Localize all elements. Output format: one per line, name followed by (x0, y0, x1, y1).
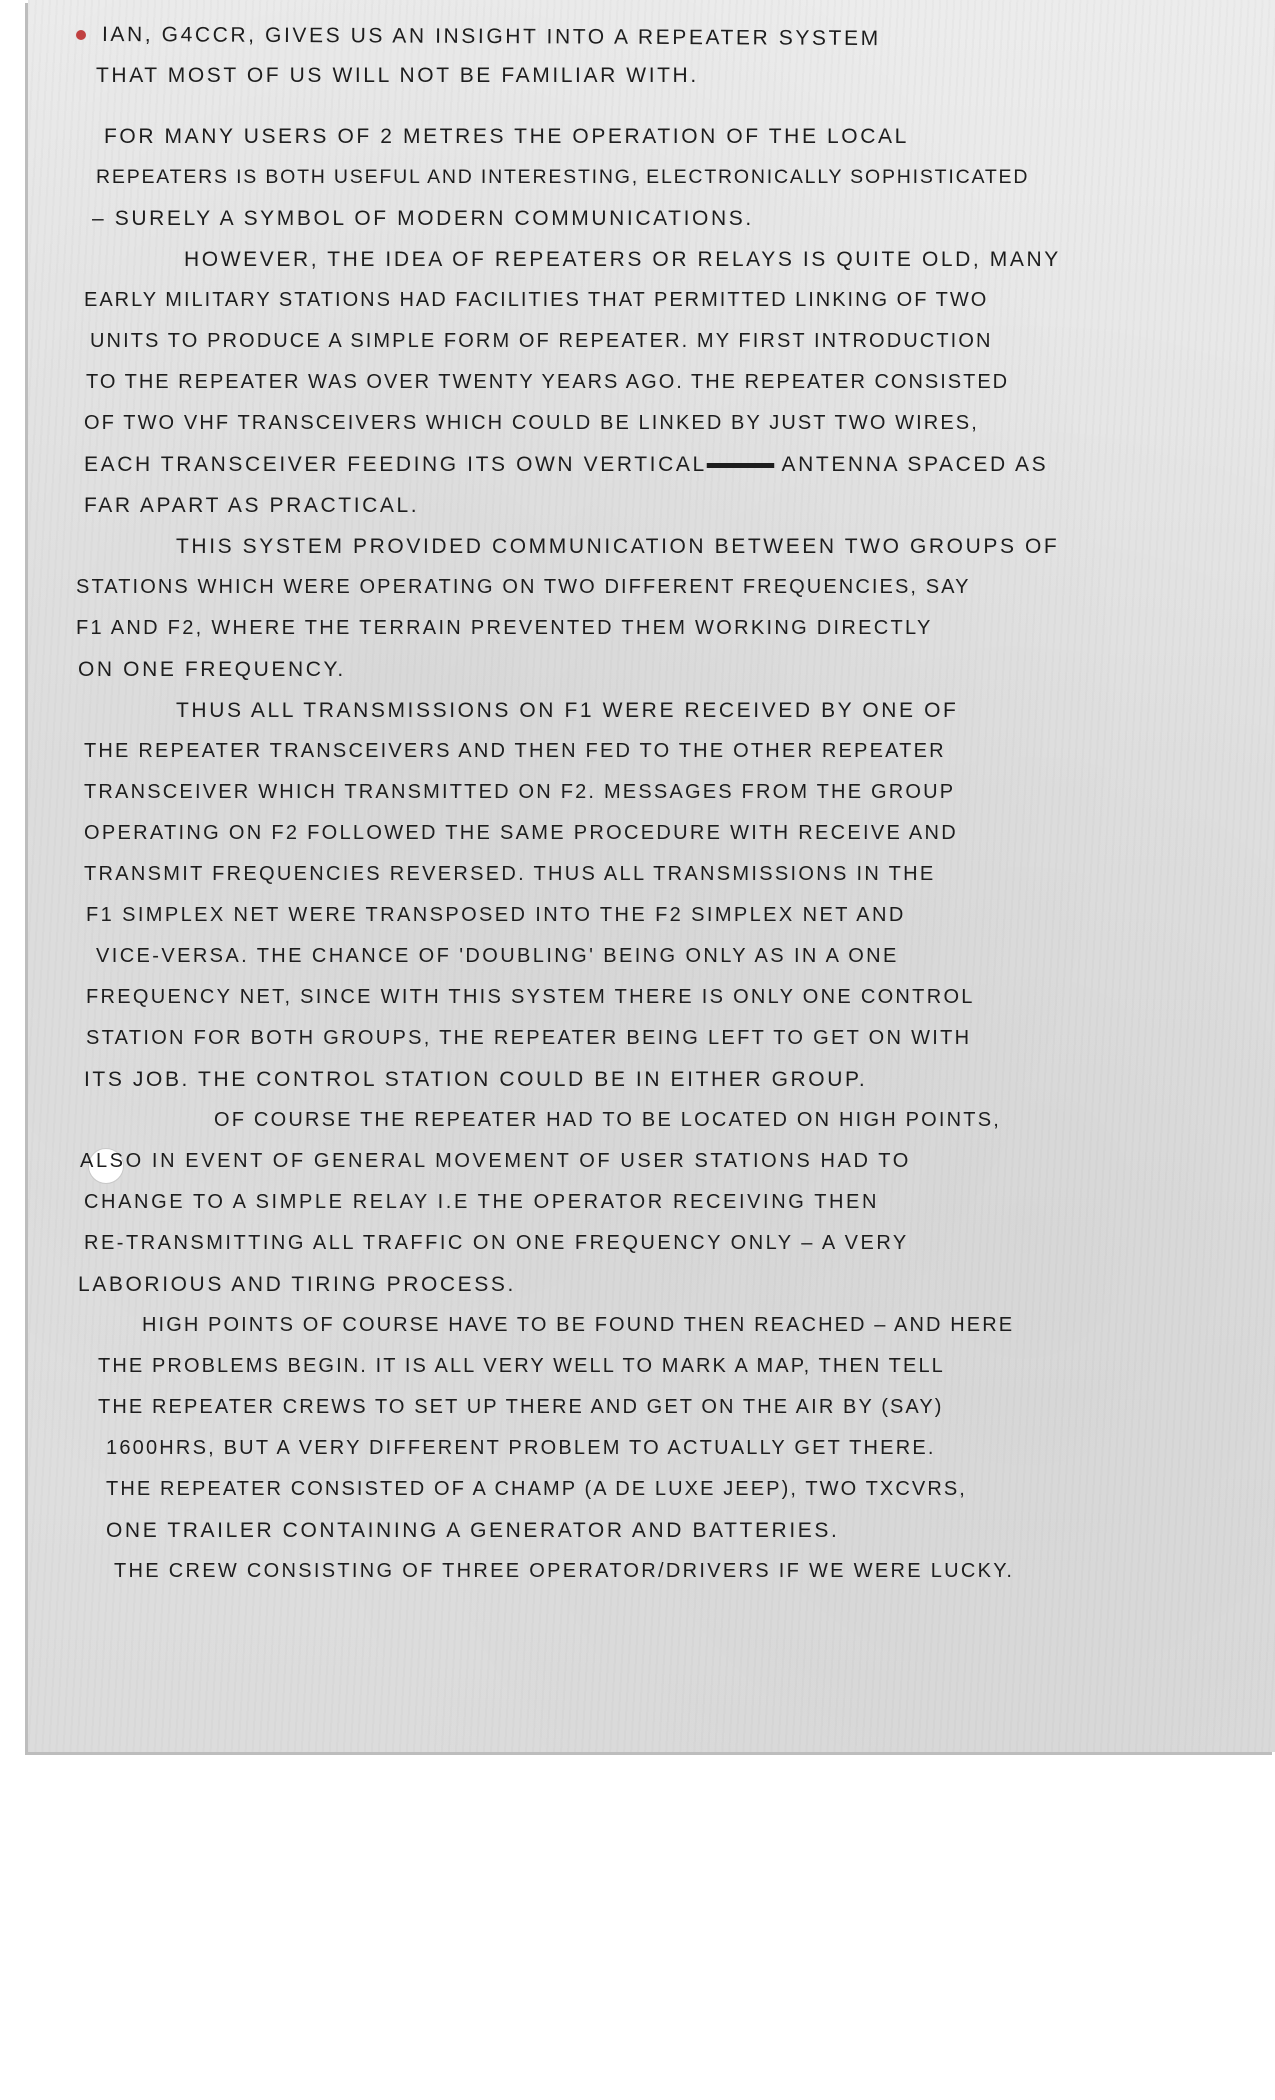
text-line: TRANSCEIVER WHICH TRANSMITTED ON F2. MESSAGES FROM THE GROUP (84, 781, 956, 803)
handwritten-page (28, 0, 1275, 1752)
text-line: REPEATERS IS BOTH USEFUL AND INTERESTING, ELECTRONICALLY SOPHISTICATED (96, 166, 1030, 188)
text-line: VICE-VERSA. THE CHANCE OF 'DOUBLING' BEING ONLY AS IN A ONE (96, 945, 899, 967)
text-line: FREQUENCY NET, SINCE WITH THIS SYSTEM THERE IS ONLY ONE CONTROL (86, 986, 975, 1008)
text-line: THE REPEATER TRANSCEIVERS AND THEN FED TO THE OTHER REPEATER (84, 740, 946, 762)
text-line: ITS JOB. THE CONTROL STATION COULD BE IN EITHER GROUP. (84, 1068, 868, 1091)
text-line: F1 AND F2, WHERE THE TERRAIN PREVENTED THEM WORKING DIRECTLY (76, 617, 933, 639)
text-line: THE PROBLEMS BEGIN. IT IS ALL VERY WELL TO MARK A MAP, THEN TELL (98, 1355, 945, 1377)
text-line: THIS SYSTEM PROVIDED COMMUNICATION BETWEEN TWO GROUPS OF (176, 535, 1060, 558)
crossed-out-word (707, 453, 774, 476)
text-line: THE REPEATER CONSISTED OF A CHAMP (A DE LUXE JEEP), TWO TXCVRS, (106, 1478, 967, 1500)
text-line: TRANSMIT FREQUENCIES REVERSED. THUS ALL TRANSMISSIONS IN THE (84, 863, 936, 885)
text-line-segment: EACH TRANSCEIVER FEEDING ITS OWN VERTICAL (84, 453, 707, 476)
text-line: STATIONS WHICH WERE OPERATING ON TWO DIFFERENT FREQUENCIES, SAY (76, 576, 971, 598)
text-line: RE-TRANSMITTING ALL TRAFFIC ON ONE FREQUENCY ONLY – A VERY (84, 1232, 909, 1254)
text-line: TO THE REPEATER WAS OVER TWENTY YEARS AGO. THE REPEATER CONSISTED (86, 371, 1010, 393)
text-line: ONE TRAILER CONTAINING A GENERATOR AND BATTERIES. (106, 1519, 840, 1542)
text-line: CHANGE TO A SIMPLE RELAY I.E THE OPERATOR RECEIVING THEN (84, 1191, 880, 1213)
text-line: FOR MANY USERS OF 2 METRES THE OPERATION OF THE LOCAL (104, 125, 909, 148)
text-line: UNITS TO PRODUCE A SIMPLE FORM OF REPEATER. MY FIRST INTRODUCTION (90, 330, 993, 352)
text-line: OF TWO VHF TRANSCEIVERS WHICH COULD BE LINKED BY JUST TWO WIRES, (84, 412, 979, 434)
text-line-segment: ANTENNA SPACED AS (781, 453, 1049, 476)
text-line: THUS ALL TRANSMISSIONS ON F1 WERE RECEIVED BY ONE OF (176, 699, 959, 722)
text-line: THE CREW CONSISTING OF THREE OPERATOR/DRIVERS IF WE WERE LUCKY. (114, 1560, 1015, 1582)
text-line: THE REPEATER CREWS TO SET UP THERE AND GET ON THE AIR BY (SAY) (98, 1396, 944, 1418)
text-line: F1 SIMPLEX NET WERE TRANSPOSED INTO THE F2 SIMPLEX NET AND (86, 904, 906, 926)
text-line: 1600HRS, BUT A VERY DIFFERENT PROBLEM TO ACTUALLY GET THERE. (106, 1437, 936, 1459)
text-line: ALSO IN EVENT OF GENERAL MOVEMENT OF USER STATIONS HAD TO (80, 1150, 911, 1172)
text-line: FAR APART AS PRACTICAL. (84, 494, 420, 517)
text-line: OPERATING ON F2 FOLLOWED THE SAME PROCEDURE WITH RECEIVE AND (84, 822, 959, 844)
intro-line: THAT MOST OF US WILL NOT BE FAMILIAR WITH. (96, 64, 699, 87)
text-line: LABORIOUS AND TIRING PROCESS. (78, 1273, 516, 1296)
text-line: OF COURSE THE REPEATER HAD TO BE LOCATED ON HIGH POINTS, (214, 1109, 1002, 1131)
text-line: HOWEVER, THE IDEA OF REPEATERS OR RELAYS IS QUITE OLD, MANY (184, 248, 1061, 271)
text-line: HIGH POINTS OF COURSE HAVE TO BE FOUND THEN REACHED – AND HERE (142, 1314, 1015, 1336)
text-line: STATION FOR BOTH GROUPS, THE REPEATER BEING LEFT TO GET ON WITH (86, 1027, 972, 1049)
handwritten-text (76, 14, 1274, 1592)
text-line: EARLY MILITARY STATIONS HAD FACILITIES THAT PERMITTED LINKING OF TWO (84, 289, 989, 311)
intro-line: IAN, G4CCR, GIVES US AN INSIGHT INTO A REPEATER SYSTEM (101, 23, 881, 51)
text-line: – SURELY A SYMBOL OF MODERN COMMUNICATIONS. (92, 207, 754, 230)
text-line (84, 444, 1274, 485)
text-line: ON ONE FREQUENCY. (78, 658, 346, 681)
